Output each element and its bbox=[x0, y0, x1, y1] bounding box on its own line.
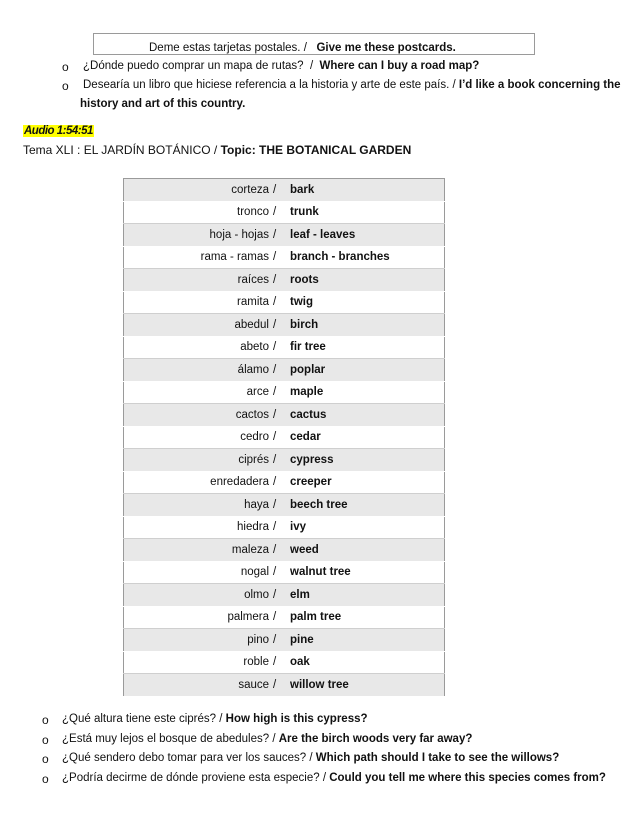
vocab-spanish: tronco bbox=[124, 201, 274, 224]
vocab-row bbox=[124, 336, 445, 359]
question-es: ¿Qué altura tiene este ciprés? / bbox=[62, 713, 226, 725]
vocab-spanish: rama - ramas bbox=[124, 246, 274, 269]
vocab-row bbox=[124, 584, 445, 607]
list-bullet: o bbox=[42, 772, 49, 786]
vocab-separator: / bbox=[273, 359, 286, 382]
vocab-english: poplar bbox=[286, 359, 445, 382]
vocab-english: creeper bbox=[286, 471, 445, 494]
list-bullet: o bbox=[62, 60, 69, 74]
vocab-separator: / bbox=[273, 516, 286, 539]
vocab-english: ivy bbox=[286, 516, 445, 539]
postcards-phrase bbox=[149, 42, 456, 54]
vocab-english: fir tree bbox=[286, 336, 445, 359]
vocab-separator: / bbox=[273, 404, 286, 427]
question-es: ¿Está muy lejos el bosque de abedules? / bbox=[62, 733, 279, 745]
vocab-spanish: hiedra bbox=[124, 516, 274, 539]
vocab-separator: / bbox=[273, 314, 286, 337]
vocab-english: cactus bbox=[286, 404, 445, 427]
vocab-separator: / bbox=[273, 606, 286, 629]
vocabulary-table bbox=[123, 178, 445, 697]
closing-question-2 bbox=[62, 733, 472, 745]
postcards-phrase-box bbox=[93, 33, 535, 55]
list-bullet: o bbox=[42, 752, 49, 766]
question-es: ¿Podría decirme de dónde proviene esta especie? / bbox=[62, 772, 330, 784]
vocab-spanish: corteza bbox=[124, 179, 274, 202]
vocab-row bbox=[124, 606, 445, 629]
vocab-english: leaf - leaves bbox=[286, 224, 445, 247]
vocab-english: pine bbox=[286, 629, 445, 652]
vocab-row bbox=[124, 201, 445, 224]
vocab-separator: / bbox=[273, 561, 286, 584]
phrase-es: Deme estas tarjetas postales. bbox=[149, 42, 301, 54]
vocab-spanish: palmera bbox=[124, 606, 274, 629]
vocab-row bbox=[124, 629, 445, 652]
vocab-spanish: hoja - hojas bbox=[124, 224, 274, 247]
vocab-english: walnut tree bbox=[286, 561, 445, 584]
topic-es: Tema XLI : EL JARDÍN BOTÁNICO / bbox=[23, 143, 221, 157]
vocab-spanish: roble bbox=[124, 651, 274, 674]
vocab-separator: / bbox=[273, 291, 286, 314]
vocab-spanish: haya bbox=[124, 494, 274, 517]
vocab-spanish: enredadera bbox=[124, 471, 274, 494]
intro-question-2-continuation: history and art of this country. bbox=[80, 98, 246, 110]
vocab-row bbox=[124, 561, 445, 584]
vocab-spanish: abedul bbox=[124, 314, 274, 337]
question-en: Are the birch woods very far away? bbox=[278, 733, 473, 745]
vocab-separator: / bbox=[273, 381, 286, 404]
question-en: I’d like a book concerning the bbox=[458, 79, 621, 91]
question-es: ¿Dónde puedo comprar un mapa de rutas? / bbox=[83, 60, 320, 72]
vocab-separator: / bbox=[273, 201, 286, 224]
vocab-separator: / bbox=[273, 471, 286, 494]
vocab-spanish: ciprés bbox=[124, 449, 274, 472]
vocab-english: bark bbox=[286, 179, 445, 202]
phrase-separator: / bbox=[300, 42, 317, 54]
vocab-row bbox=[124, 449, 445, 472]
question-en: Where can I buy a road map? bbox=[319, 60, 480, 72]
vocab-english: cedar bbox=[286, 426, 445, 449]
vocab-spanish: sauce bbox=[124, 674, 274, 697]
vocab-separator: / bbox=[273, 336, 286, 359]
vocab-row bbox=[124, 494, 445, 517]
vocab-english: willow tree bbox=[286, 674, 445, 697]
list-bullet: o bbox=[42, 733, 49, 747]
vocab-separator: / bbox=[273, 539, 286, 562]
vocab-row bbox=[124, 314, 445, 337]
intro-question-1 bbox=[83, 60, 479, 72]
vocab-english: roots bbox=[286, 269, 445, 292]
vocab-separator: / bbox=[273, 426, 286, 449]
vocab-english: elm bbox=[286, 584, 445, 607]
vocab-row bbox=[124, 179, 445, 202]
vocab-separator: / bbox=[273, 629, 286, 652]
vocab-spanish: cedro bbox=[124, 426, 274, 449]
vocab-english: branch - branches bbox=[286, 246, 445, 269]
question-en: Could you tell me where this species comes from? bbox=[329, 772, 606, 784]
closing-question-1 bbox=[62, 713, 368, 725]
vocab-english: trunk bbox=[286, 201, 445, 224]
vocab-row bbox=[124, 381, 445, 404]
vocab-separator: / bbox=[273, 449, 286, 472]
audio-timestamp-label: Audio 1:54:51 bbox=[24, 125, 93, 137]
vocab-row bbox=[124, 404, 445, 427]
vocab-spanish: pino bbox=[124, 629, 274, 652]
topic-en: Topic: THE BOTANICAL GARDEN bbox=[220, 143, 412, 157]
vocab-separator: / bbox=[273, 651, 286, 674]
vocab-english: cypress bbox=[286, 449, 445, 472]
vocab-english: weed bbox=[286, 539, 445, 562]
vocab-row bbox=[124, 471, 445, 494]
question-es: Desearía un libro que hiciese referencia a la historia y arte de este país. / bbox=[83, 79, 459, 91]
vocab-separator: / bbox=[273, 269, 286, 292]
vocab-spanish: olmo bbox=[124, 584, 274, 607]
vocab-row bbox=[124, 224, 445, 247]
vocab-separator: / bbox=[273, 494, 286, 517]
question-en: Which path should I take to see the willows? bbox=[315, 752, 560, 764]
topic-heading bbox=[23, 143, 411, 157]
vocab-spanish: arce bbox=[124, 381, 274, 404]
phrase-en: Give me these postcards. bbox=[316, 42, 456, 54]
vocab-spanish: álamo bbox=[124, 359, 274, 382]
vocabulary-table-body bbox=[124, 179, 445, 697]
vocab-separator: / bbox=[273, 179, 286, 202]
vocab-row bbox=[124, 291, 445, 314]
vocab-separator: / bbox=[273, 224, 286, 247]
vocab-row bbox=[124, 359, 445, 382]
vocab-row bbox=[124, 426, 445, 449]
vocab-row bbox=[124, 246, 445, 269]
vocab-separator: / bbox=[273, 674, 286, 697]
vocab-spanish: nogal bbox=[124, 561, 274, 584]
intro-question-2 bbox=[83, 79, 621, 91]
closing-question-3 bbox=[62, 752, 559, 764]
vocab-spanish: abeto bbox=[124, 336, 274, 359]
vocab-separator: / bbox=[273, 246, 286, 269]
closing-question-4 bbox=[62, 772, 606, 784]
list-bullet: o bbox=[62, 79, 69, 93]
vocab-spanish: maleza bbox=[124, 539, 274, 562]
vocab-spanish: ramita bbox=[124, 291, 274, 314]
vocab-english: oak bbox=[286, 651, 445, 674]
vocab-row bbox=[124, 516, 445, 539]
vocab-row bbox=[124, 651, 445, 674]
question-es: ¿Qué sendero debo tomar para ver los sauces? / bbox=[62, 752, 316, 764]
vocab-row bbox=[124, 674, 445, 697]
list-bullet: o bbox=[42, 713, 49, 727]
vocab-separator: / bbox=[273, 584, 286, 607]
vocab-english: palm tree bbox=[286, 606, 445, 629]
vocab-english: maple bbox=[286, 381, 445, 404]
vocab-spanish: raíces bbox=[124, 269, 274, 292]
vocab-english: birch bbox=[286, 314, 445, 337]
vocab-row bbox=[124, 269, 445, 292]
vocab-english: beech tree bbox=[286, 494, 445, 517]
vocab-row bbox=[124, 539, 445, 562]
question-en: How high is this cypress? bbox=[225, 713, 368, 725]
vocab-spanish: cactos bbox=[124, 404, 274, 427]
vocab-english: twig bbox=[286, 291, 445, 314]
